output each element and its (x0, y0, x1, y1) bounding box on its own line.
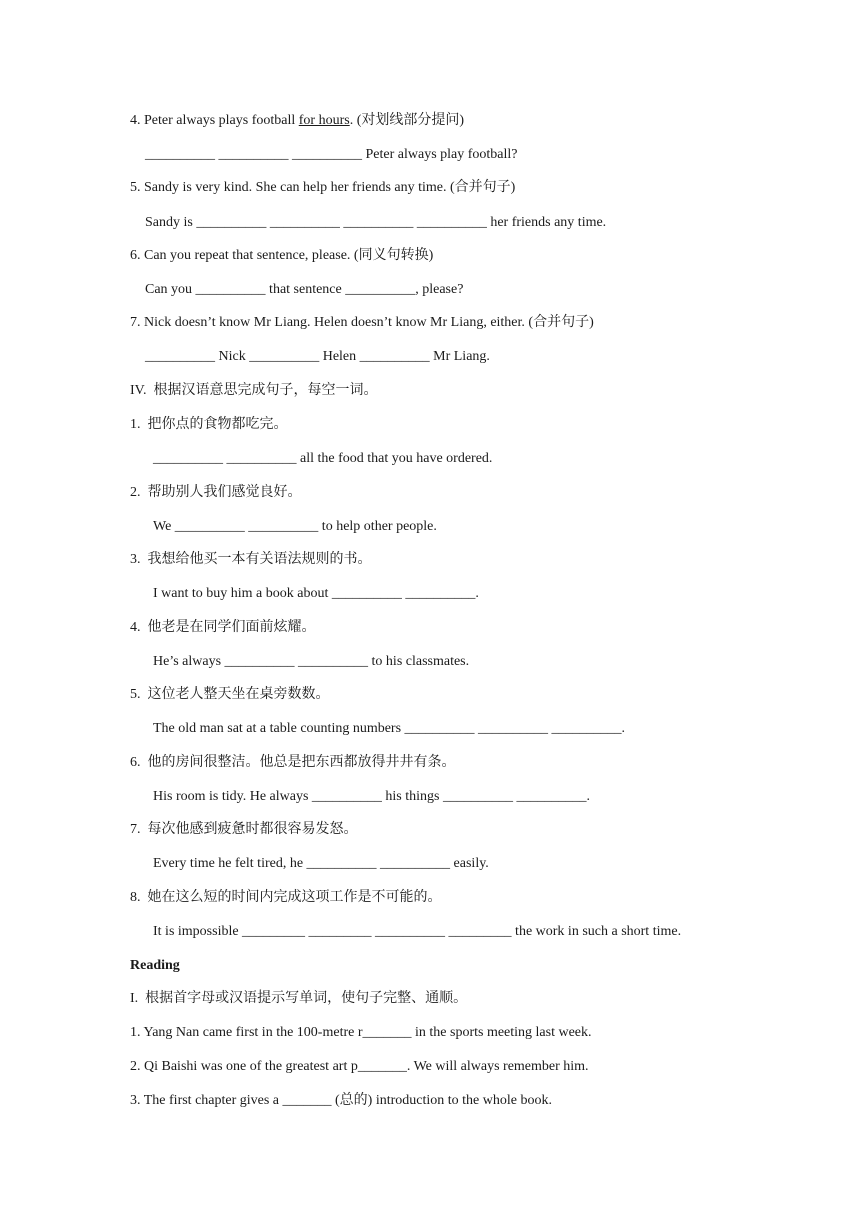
translate-item-5-prompt: 5. 这位老人整天坐在桌旁数数。 (130, 687, 330, 702)
reading-item-2: 2. Qi Baishi was one of the greatest art p_______. We will always remember him. (130, 1059, 589, 1074)
translate-item-1-answer: __________ __________ all the food that you have ordered. (153, 451, 493, 466)
question-6: 6. Can you repeat that sentence, please. (同义句转换) (130, 248, 434, 263)
translate-item-3-answer: I want to buy him a book about __________ __________. (153, 586, 479, 601)
reading-item-1: 1. Yang Nan came first in the 100-metre r_______ in the sports meeting last week. (130, 1025, 592, 1040)
answer-4: __________ __________ __________ Peter always play football? (145, 147, 518, 162)
reading-title: Reading (130, 958, 180, 973)
answer-6: Can you __________ that sentence __________, please? (145, 282, 464, 297)
translate-item-8-answer: It is impossible _________ _________ __________ _________ the work in such a short time. (153, 924, 682, 939)
translate-item-4-prompt: 4. 他老是在同学们面前炫耀。 (130, 620, 316, 635)
reading-section-i-heading: I. 根据首字母或汉语提示写单词，使句子完整、通顺。 (130, 991, 468, 1006)
translate-item-8-prompt: 8. 她在这么短的时间内完成这项工作是不可能的。 (130, 890, 442, 905)
translate-item-3-prompt: 3. 我想给他买一本有关语法规则的书。 (130, 552, 372, 567)
translate-item-2-prompt: 2. 帮助别人我们感觉良好。 (130, 485, 302, 500)
translate-item-6-prompt: 6. 他的房间很整洁。他总是把东西都放得井井有条。 (130, 755, 456, 770)
translate-item-7-answer: Every time he felt tired, he __________ __________ easily. (153, 856, 489, 871)
translate-item-1-prompt: 1. 把你点的食物都吃完。 (130, 417, 288, 432)
translate-item-7-prompt: 7. 每次他感到疲惫时都很容易发怒。 (130, 822, 358, 837)
translate-item-6-answer: His room is tidy. He always __________ his things __________ __________. (153, 789, 590, 804)
question-5: 5. Sandy is very kind. She can help her friends any time. (合并句子) (130, 180, 516, 195)
translate-item-4-answer: He’s always __________ __________ to his classmates. (153, 654, 470, 669)
translate-item-5-answer: The old man sat at a table counting numbers __________ __________ __________. (153, 721, 626, 736)
underlined-phrase: for hours (298, 113, 350, 128)
section-iv-heading: IV. 根据汉语意思完成句子，每空一词。 (130, 383, 378, 398)
translate-item-2-answer: We __________ __________ to help other people. (153, 519, 437, 534)
question-4: 4. Peter always plays football for hours. (对划线部分提问) (130, 113, 465, 128)
answer-5: Sandy is __________ __________ __________ __________ her friends any time. (145, 215, 607, 230)
answer-7: __________ Nick __________ Helen __________ Mr Liang. (145, 349, 490, 364)
reading-item-3: 3. The first chapter gives a _______ (总的) introduction to the whole book. (130, 1093, 552, 1108)
question-7: 7. Nick doesn’t know Mr Liang. Helen doesn’t know Mr Liang, either. (合并句子) (130, 315, 594, 330)
